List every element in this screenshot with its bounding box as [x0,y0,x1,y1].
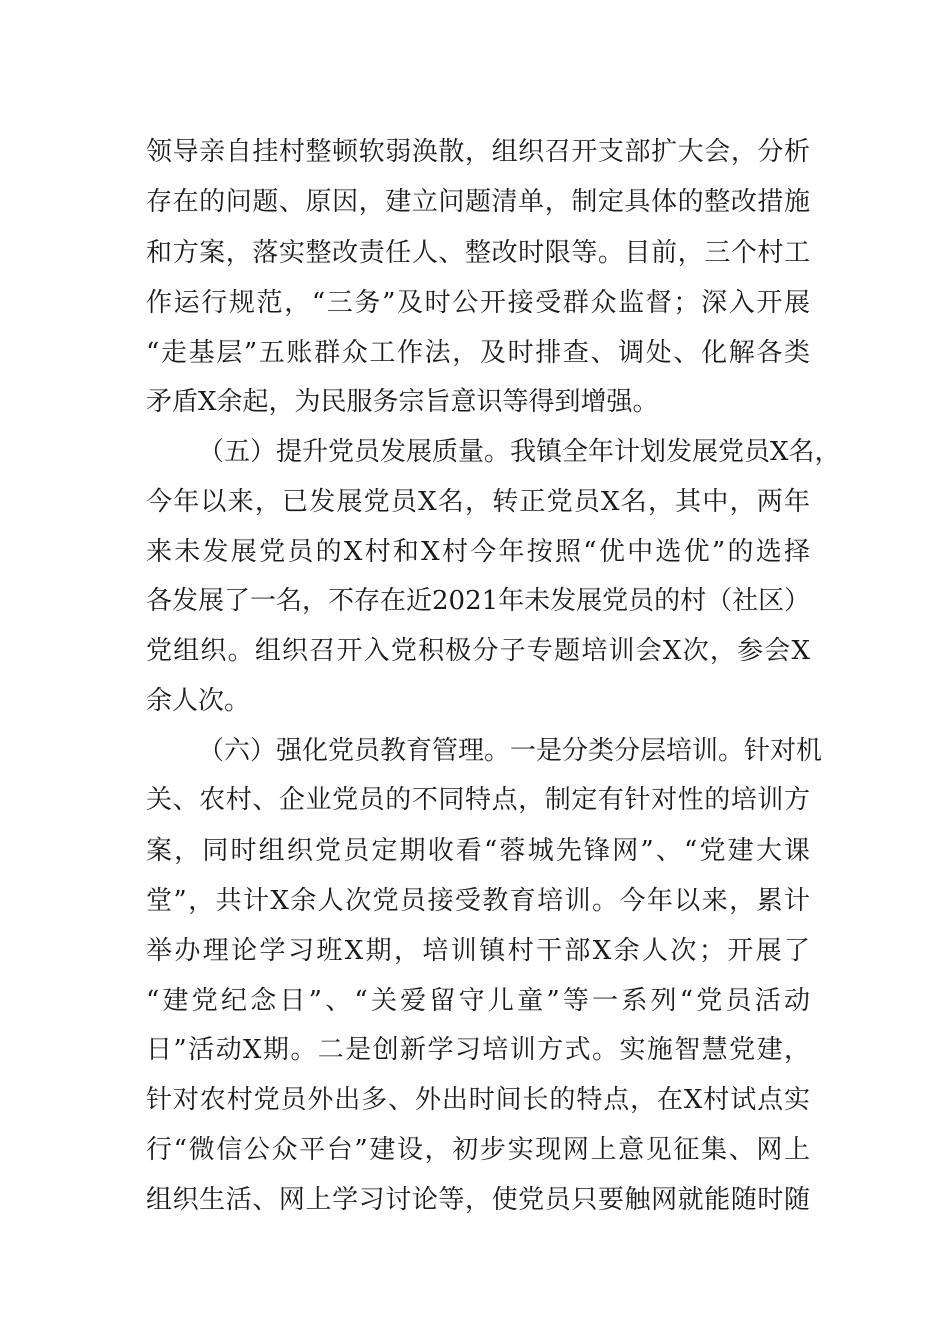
text-line: “走基层”五账群众工作法，及时排查、调处、化解各类 [146,338,810,368]
text-line: 行“微信公众平台”建设，初步实现网上意见征集、网上 [146,1135,810,1165]
text-line: “建党纪念日”、“关爱留守儿童”等一系列“党员活动 [146,986,810,1016]
paragraph-heading-line: （六）强化党员教育管理。一是分类分层培训。针对机 [198,736,823,766]
text-line: 各发展了一名，不存在近2021年未发展党员的村（社区） [146,586,811,616]
text-line: 领导亲自挂村整顿软弱涣散，组织召开支部扩大会，分析 [146,137,810,167]
text-line: 关、农村、企业党员的不同特点，制定有针对性的培训方 [146,785,810,815]
text-line: 余人次。 [146,686,251,716]
text-line: 组织生活、网上学习讨论等，使党员只要触网就能随时随 [146,1185,810,1215]
text-line: 针对农村党员外出多、外出时间长的特点，在X村试点实 [146,1085,810,1115]
text-line: 案，同时组织党员定期收看“蓉城先锋网”、“党建大课 [146,836,810,866]
text-line: 矛盾X余起，为民服务宗旨意识等得到增强。 [146,387,659,417]
paragraph-heading-line: （五）提升党员发展质量。我镇全年计划发展党员X名， [198,437,841,467]
text-line: 举办理论学习班X期，培训镇村干部X余人次；开展了 [146,936,810,966]
text-line: 今年以来，已发展党员X名，转正党员X名，其中，两年 [146,487,810,517]
text-line: 堂”，共计X余人次党员接受教育培训。今年以来，累计 [146,886,810,916]
text-line: 党组织。组织召开入党积极分子专题培训会X次，参会X [146,636,810,666]
text-line: 存在的问题、原因，建立问题清单，制定具体的整改措施 [146,187,810,217]
text-line: 来未发展党员的X村和X村今年按照“优中选优”的选择 [146,537,810,567]
text-line: 作运行规范，“三务”及时公开接受群众监督；深入开展 [146,288,810,318]
text-line: 和方案，落实整改责任人、整改时限等。目前，三个村工 [146,238,810,268]
text-line: 日”活动X期。二是创新学习培训方式。实施智慧党建， [146,1035,810,1065]
